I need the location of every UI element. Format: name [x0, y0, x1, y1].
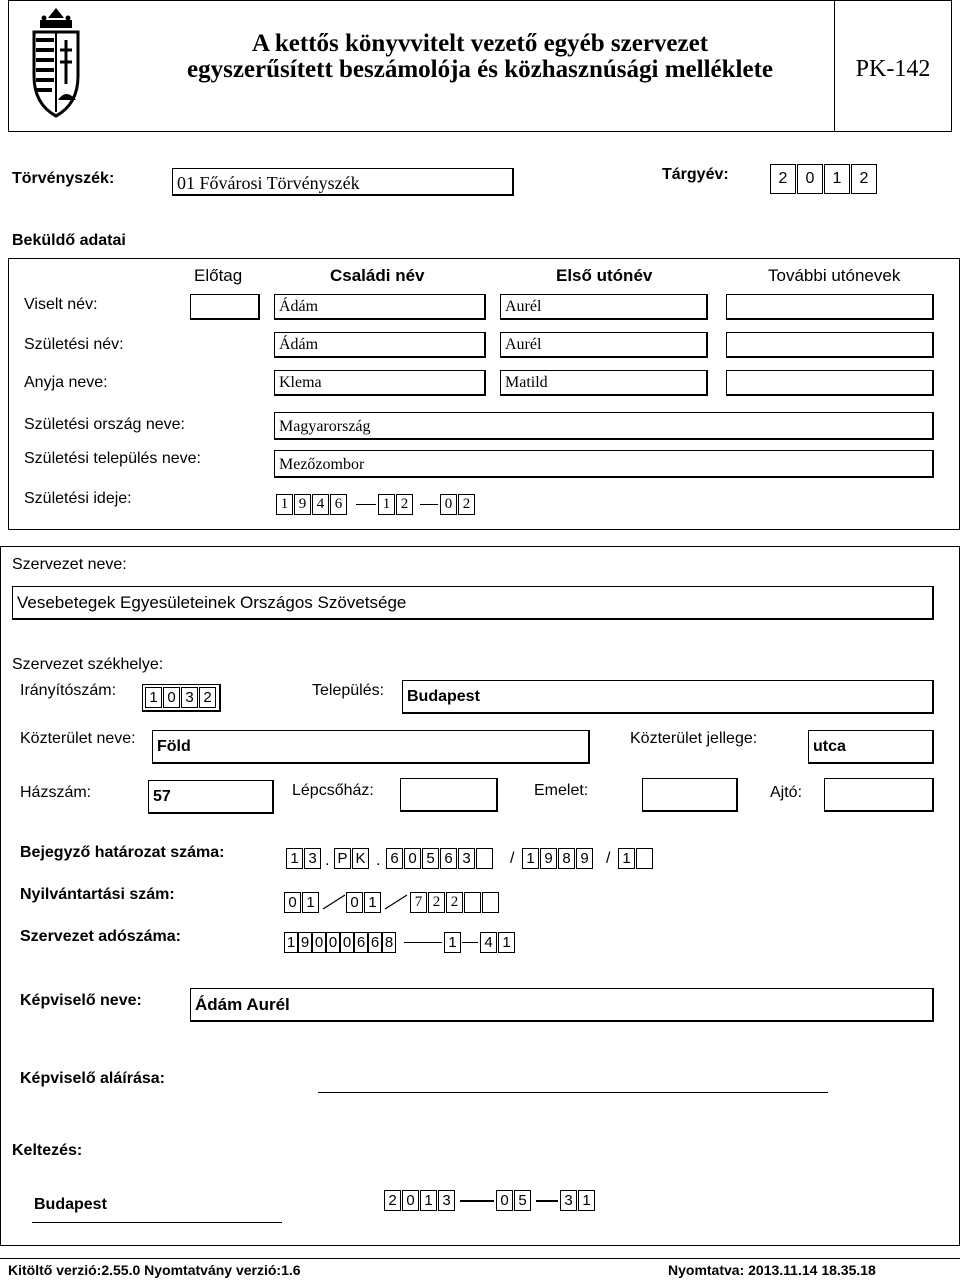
dating-month-digit: 5	[514, 1190, 531, 1211]
birth-date-year[interactable]	[276, 494, 348, 515]
street-type-value: utca	[813, 738, 846, 755]
tax-number-part-c[interactable]	[480, 932, 516, 953]
reg-number-char	[482, 892, 499, 913]
street-field[interactable]	[152, 730, 590, 764]
house-number-field[interactable]	[148, 780, 274, 814]
birth-date-month[interactable]	[378, 494, 414, 515]
coat-of-arms-icon	[26, 4, 86, 124]
zip-digit: 0	[163, 687, 180, 708]
birth-name-first-field[interactable]	[500, 332, 708, 358]
reg-decision-char: 1	[618, 848, 635, 869]
used-name-first-field[interactable]	[500, 294, 708, 320]
reg-number-label: Nyilvántartási szám:	[20, 886, 175, 903]
reg-decision-char: 3	[458, 848, 475, 869]
birth-country-value: Magyarország	[279, 418, 371, 435]
birth-name-other-field[interactable]	[726, 332, 934, 358]
reg-decision-part-e[interactable]	[618, 848, 654, 869]
org-name-field[interactable]	[12, 586, 934, 620]
year-label: Tárgyév:	[662, 166, 729, 183]
street-type-label: Közterület jellege:	[630, 730, 758, 747]
year-digit: 0	[797, 164, 823, 194]
sender-section-title: Beküldő adatai	[12, 232, 126, 249]
reg-decision-label: Bejegyző határozat száma:	[20, 844, 225, 861]
street-type-field[interactable]	[808, 730, 934, 764]
reg-decision-part-a[interactable]	[286, 848, 322, 869]
zip-field[interactable]	[142, 684, 221, 712]
zip-digit: 3	[181, 687, 198, 708]
house-number-value: 57	[153, 788, 171, 805]
date-separator	[536, 1200, 558, 1202]
mother-name-first-field[interactable]	[500, 370, 708, 396]
reg-number-slash-icon	[322, 894, 346, 910]
dating-label: Keltezés:	[12, 1142, 83, 1159]
birth-name-first: Aurél	[505, 336, 542, 353]
birth-year-digit: 9	[294, 494, 311, 515]
zip-label: Irányítószám:	[20, 682, 117, 699]
col-first-header: Első utónév	[556, 266, 653, 285]
reg-number-char: 2	[446, 892, 463, 913]
tax-number-separator	[462, 942, 478, 943]
tax-number-separator	[404, 942, 442, 943]
mother-name-family: Klema	[279, 374, 322, 391]
reg-decision-char: 5	[422, 848, 439, 869]
tax-number-char: 6	[354, 932, 368, 953]
form-title-line2: egyszerűsített beszámolója és közhasznúsági melléklete	[187, 56, 773, 83]
dating-year-digit: 3	[438, 1190, 455, 1211]
reg-decision-dot: .	[376, 852, 381, 869]
rep-signature-label: Képviselő aláírása:	[20, 1070, 165, 1087]
tax-number-char: 0	[340, 932, 354, 953]
birth-year-digit: 6	[330, 494, 347, 515]
dating-place[interactable]: Budapest	[34, 1196, 107, 1213]
city-value: Budapest	[407, 688, 480, 705]
reg-decision-part-d[interactable]	[522, 848, 594, 869]
birth-year-digit: 1	[276, 494, 293, 515]
reg-decision-char: 0	[404, 848, 421, 869]
used-name-family-field[interactable]	[274, 294, 486, 320]
reg-number-part-b[interactable]	[346, 892, 382, 913]
reg-decision-char: K	[352, 848, 369, 869]
stair-field[interactable]	[400, 778, 498, 812]
house-number-label: Házszám:	[20, 784, 92, 801]
reg-decision-char: 6	[386, 848, 403, 869]
reg-number-char: 2	[428, 892, 445, 913]
used-name-family: Ádám	[279, 298, 319, 315]
court-field[interactable]	[172, 168, 514, 196]
tax-number-char: 8	[382, 932, 396, 953]
tax-number-char: 6	[368, 932, 382, 953]
reg-decision-char: P	[334, 848, 351, 869]
signature-line[interactable]	[318, 1092, 828, 1093]
street-value: Föld	[157, 738, 191, 755]
footer-print-date: Nyomtatva: 2013.11.14 18.35.18	[668, 1262, 876, 1278]
reg-decision-char: 9	[540, 848, 557, 869]
reg-number-char: 1	[364, 892, 381, 913]
dating-month[interactable]	[496, 1190, 532, 1211]
col-prefix-header: Előtag	[194, 266, 243, 285]
birth-place-label: Születési település neve:	[24, 450, 201, 467]
dating-month-digit: 0	[496, 1190, 513, 1211]
reg-number-char: 1	[302, 892, 319, 913]
year-digit: 1	[824, 164, 850, 194]
reg-number-char: 7	[410, 892, 427, 913]
dating-year-digit: 2	[384, 1190, 401, 1211]
birth-name-family-field[interactable]	[274, 332, 486, 358]
reg-number-char	[464, 892, 481, 913]
tax-number-char: 1	[284, 932, 298, 953]
door-label: Ajtó:	[770, 784, 803, 801]
date-separator	[460, 1200, 494, 1202]
reg-number-char: 0	[284, 892, 301, 913]
reg-decision-part-b[interactable]	[334, 848, 370, 869]
reg-decision-char: 9	[576, 848, 593, 869]
tax-number-char: 9	[298, 932, 312, 953]
dating-year-digit: 1	[420, 1190, 437, 1211]
date-separator	[420, 504, 438, 505]
birth-place-value: Mezőzombor	[279, 456, 365, 473]
rep-name-label: Képviselő neve:	[20, 992, 142, 1009]
mother-name-family-field[interactable]	[274, 370, 486, 396]
birth-day-digit: 0	[440, 494, 457, 515]
reg-decision-char	[636, 848, 653, 869]
used-name-first: Aurél	[505, 298, 542, 315]
tax-number-char: 1	[498, 932, 515, 953]
reg-decision-char: 6	[440, 848, 457, 869]
tax-number-char: 0	[326, 932, 340, 953]
birth-year-digit: 4	[312, 494, 329, 515]
reg-number-part-a[interactable]	[284, 892, 320, 913]
col-other-header: További utónevek	[768, 266, 901, 285]
reg-decision-part-c[interactable]	[386, 848, 494, 869]
footer-divider	[0, 1258, 960, 1259]
year-digit: 2	[770, 164, 796, 194]
reg-decision-char: 1	[286, 848, 303, 869]
dating-day-digit: 1	[578, 1190, 595, 1211]
tax-number-part-a[interactable]	[284, 932, 396, 953]
door-field[interactable]	[824, 778, 934, 812]
used-name-label: Viselt név:	[24, 296, 98, 313]
org-name-value: Vesebetegek Egyesületeinek Országos Szövetsége	[17, 593, 407, 612]
birth-date-label: Születési ideje:	[24, 490, 132, 507]
birth-date-day[interactable]	[440, 494, 476, 515]
reg-decision-dot: .	[325, 852, 330, 869]
birth-name-label: Születési név:	[24, 336, 124, 353]
dating-day-digit: 3	[560, 1190, 577, 1211]
stair-label: Lépcsőház:	[292, 782, 374, 799]
reg-number-slash-icon	[384, 894, 408, 910]
used-name-prefix-field[interactable]	[190, 294, 260, 320]
tax-number-char: 0	[312, 932, 326, 953]
mother-name-other-field[interactable]	[726, 370, 934, 396]
reg-decision-char: 8	[558, 848, 575, 869]
reg-number-part-c[interactable]	[410, 892, 500, 913]
street-label: Közterület neve:	[20, 730, 136, 747]
tax-number-label: Szervezet adószáma:	[20, 928, 181, 945]
tax-number-char: 4	[480, 932, 497, 953]
rep-name-field[interactable]	[190, 988, 934, 1022]
form-code-divider	[834, 0, 835, 132]
org-name-label: Szervezet neve:	[12, 556, 127, 573]
zip-digit: 1	[145, 687, 162, 708]
org-seat-label: Szervezet székhelye:	[12, 656, 164, 673]
birth-month-digit: 1	[378, 494, 395, 515]
court-label: Törvényszék:	[12, 170, 115, 187]
date-separator	[356, 504, 376, 505]
city-field[interactable]	[402, 680, 934, 714]
reg-decision-char: 1	[522, 848, 539, 869]
birth-month-digit: 2	[396, 494, 413, 515]
mother-name-label: Anyja neve:	[24, 374, 108, 391]
col-family-header: Családi név	[330, 266, 425, 285]
year-field[interactable]	[770, 164, 878, 194]
year-digit: 2	[851, 164, 877, 194]
form-code: PK-142	[855, 56, 931, 82]
floor-label: Emelet:	[534, 782, 589, 799]
used-name-other-field[interactable]	[726, 294, 934, 320]
dating-place-line	[32, 1222, 282, 1223]
reg-number-char: 0	[346, 892, 363, 913]
dating-year-digit: 0	[402, 1190, 419, 1211]
tax-number-part-b[interactable]	[444, 932, 462, 953]
rep-name-value: Ádám Aurél	[195, 995, 290, 1014]
birth-country-label: Születési ország neve:	[24, 416, 185, 433]
dating-day[interactable]	[560, 1190, 596, 1211]
birth-day-digit: 2	[458, 494, 475, 515]
tax-number-char: 1	[444, 932, 461, 953]
reg-decision-slash: /	[510, 850, 515, 867]
form-title-line1: A kettős könyvvitelt vezető egyéb szervezet	[251, 30, 709, 57]
birth-place-field[interactable]	[274, 450, 934, 478]
reg-decision-char: 3	[304, 848, 321, 869]
floor-field[interactable]	[642, 778, 738, 812]
reg-decision-slash: /	[606, 850, 611, 867]
mother-name-first: Matild	[505, 374, 548, 391]
dating-year[interactable]	[384, 1190, 456, 1211]
footer-version: Kitöltő verzió:2.55.0 Nyomtatvány verzió:1.6	[8, 1262, 301, 1278]
reg-decision-char	[476, 848, 493, 869]
birth-name-family: Ádám	[279, 336, 319, 353]
city-label: Település:	[312, 682, 385, 699]
zip-digit: 2	[199, 687, 216, 708]
court-value: 01 Fővárosi Törvényszék	[177, 173, 360, 193]
birth-country-field[interactable]	[274, 412, 934, 440]
